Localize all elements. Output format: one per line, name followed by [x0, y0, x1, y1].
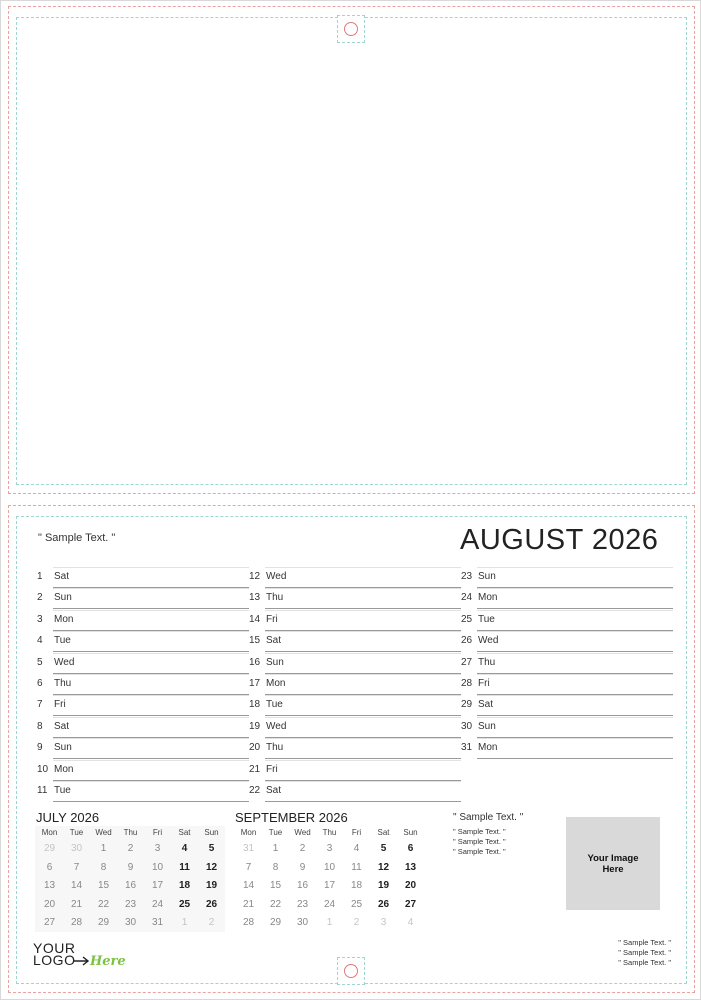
- arrow-icon: [73, 956, 91, 966]
- mini-calendar-day: 9: [127, 861, 134, 873]
- mini-calendar-day: 14: [70, 880, 83, 891]
- day-row-rule: [477, 567, 673, 568]
- weekday-header: Thu: [123, 828, 138, 837]
- mini-calendar-day: 11: [179, 861, 190, 873]
- weekday-header: Sun: [403, 828, 418, 837]
- mini-calendar-day: 3: [326, 843, 333, 854]
- day-row-rule: [265, 760, 461, 761]
- day-name: Sun: [54, 742, 72, 754]
- day-row[interactable]: [249, 781, 461, 802]
- day-name: Mon: [478, 742, 498, 754]
- weekday-header: Fri: [152, 828, 163, 837]
- day-number: 10: [37, 763, 49, 775]
- day-name: Sat: [54, 571, 70, 582]
- mini-calendar-day: 10: [151, 861, 164, 873]
- day-row-rule: [265, 695, 461, 696]
- day-row[interactable]: [37, 717, 249, 738]
- day-row[interactable]: [37, 674, 249, 695]
- day-row-rule: [53, 695, 249, 696]
- logo: [33, 940, 133, 972]
- day-number: 3: [37, 613, 43, 625]
- mini-calendar-day: 17: [151, 880, 164, 891]
- mini-calendar-day: 19: [205, 880, 218, 891]
- mini-calendar-day: 6: [407, 843, 414, 854]
- day-name: Mon: [54, 613, 74, 625]
- day-number: 11: [37, 785, 48, 796]
- mini-calendar-day: 9: [299, 861, 306, 873]
- mini-calendar-day: 1: [181, 917, 188, 928]
- sample-text-line: " Sample Text. ": [453, 847, 506, 856]
- day-row[interactable]: [37, 781, 249, 802]
- mini-calendar-day: 26: [205, 898, 218, 910]
- day-row[interactable]: [461, 717, 673, 738]
- mini-calendar-title: SEPTEMBER 2026: [235, 810, 348, 825]
- mini-calendar-day: 2: [127, 843, 134, 854]
- mini-calendar-day: 25: [350, 898, 363, 910]
- day-number: 12: [249, 571, 261, 582]
- day-name: Fri: [266, 763, 278, 775]
- day-row-rule: [265, 588, 461, 589]
- day-name: Sat: [54, 720, 70, 732]
- day-row[interactable]: [249, 674, 461, 695]
- mini-calendar-day: 22: [97, 898, 110, 910]
- day-row[interactable]: [37, 653, 249, 674]
- day-row-rule: [477, 610, 673, 611]
- day-row[interactable]: [461, 610, 673, 631]
- weekday-header: Tue: [268, 828, 283, 837]
- weekday-header: Mon: [240, 828, 257, 837]
- day-name: Sun: [478, 571, 496, 582]
- day-number: 5: [37, 656, 43, 668]
- day-name: Sat: [266, 785, 282, 796]
- mini-calendar-title: JULY 2026: [36, 810, 100, 825]
- day-name: Wed: [54, 656, 75, 668]
- day-number: 25: [461, 613, 473, 625]
- logo-line-1: YOUR: [33, 940, 76, 956]
- mini-calendar-day: 15: [97, 880, 110, 891]
- day-row-rule: [477, 588, 673, 589]
- weekday-header: Sat: [377, 828, 390, 837]
- weekday-header: Mon: [41, 828, 58, 837]
- day-name: Sun: [478, 720, 496, 732]
- mini-calendar-day: 11: [351, 861, 362, 873]
- mini-calendar-day: 31: [242, 843, 255, 854]
- day-name: Thu: [478, 656, 496, 668]
- sample-text-heading: " Sample Text. ": [453, 812, 524, 823]
- day-number: 28: [461, 678, 473, 689]
- day-row[interactable]: [461, 567, 673, 588]
- mini-calendar-day: 3: [380, 917, 387, 928]
- day-name: Wed: [478, 635, 499, 647]
- mini-calendar-day: 2: [299, 843, 306, 854]
- mini-calendar-day: 24: [151, 898, 164, 910]
- day-write-line: [265, 801, 461, 802]
- day-row-rule: [477, 653, 673, 654]
- mini-calendar-day: 13: [404, 861, 417, 873]
- day-name: Wed: [266, 571, 287, 582]
- day-name: Tue: [478, 613, 495, 625]
- day-number: 8: [37, 720, 43, 732]
- day-row-rule: [265, 674, 461, 675]
- footer-line: " Sample Text. ": [618, 958, 671, 967]
- mini-calendar-day: 18: [178, 880, 191, 891]
- day-row[interactable]: [37, 760, 249, 781]
- mini-calendar-day: 20: [404, 880, 417, 891]
- day-row-rule: [265, 610, 461, 611]
- day-row[interactable]: [249, 567, 461, 588]
- day-row-rule: [477, 738, 673, 739]
- mini-calendar-day: 30: [124, 917, 137, 928]
- day-write-line: [477, 758, 673, 759]
- day-row[interactable]: [249, 760, 461, 781]
- day-write-line: [53, 801, 249, 802]
- mini-calendar-day: 19: [377, 880, 390, 891]
- mini-calendar-day: 21: [70, 898, 83, 910]
- day-name: Thu: [266, 592, 284, 604]
- mini-calendar-day: 29: [269, 917, 282, 928]
- day-name: Fri: [54, 699, 66, 711]
- weekday-header: Thu: [322, 828, 337, 837]
- day-number: 22: [249, 785, 261, 796]
- mini-calendar-day: 6: [46, 861, 53, 873]
- mini-calendar-day: 1: [100, 843, 107, 854]
- mini-calendar-day: 4: [407, 917, 414, 928]
- day-name: Sun: [266, 656, 284, 668]
- mini-calendar-day: 3: [154, 843, 161, 854]
- mini-calendar-day: 31: [151, 917, 164, 928]
- day-row-rule: [53, 567, 249, 568]
- mini-calendar-day: 2: [208, 917, 215, 928]
- day-number: 30: [461, 720, 473, 732]
- day-row-rule: [265, 738, 461, 739]
- day-row[interactable]: [249, 610, 461, 631]
- day-row-rule: [265, 653, 461, 654]
- weekday-header: Wed: [95, 828, 112, 837]
- day-name: Fri: [478, 678, 490, 689]
- mini-calendar-day: 1: [272, 843, 279, 854]
- day-row-rule: [53, 631, 249, 632]
- day-name: Thu: [54, 678, 72, 689]
- day-row-rule: [265, 717, 461, 718]
- day-row-rule: [53, 588, 249, 589]
- weekday-header: Sun: [204, 828, 219, 837]
- mini-calendar-day: 14: [242, 880, 255, 891]
- day-name: Sat: [478, 699, 494, 711]
- day-name: Wed: [266, 720, 287, 732]
- day-row[interactable]: [249, 588, 461, 609]
- day-number: 15: [249, 635, 261, 647]
- month-title: AUGUST 2026: [460, 524, 659, 556]
- mini-calendar-day: 13: [43, 880, 56, 891]
- day-row-rule: [53, 674, 249, 675]
- day-row[interactable]: [249, 717, 461, 738]
- mini-calendar-day: 30: [296, 917, 309, 928]
- mini-calendar-day: 16: [124, 880, 137, 891]
- day-row-rule: [53, 610, 249, 611]
- mini-calendar-day: 23: [124, 898, 137, 910]
- day-number: 26: [461, 635, 473, 647]
- day-number: 29: [461, 699, 473, 711]
- mini-calendar-day: 30: [70, 843, 83, 854]
- mini-calendar-day: 22: [269, 898, 282, 910]
- day-number: 13: [249, 592, 261, 604]
- mini-calendar-day: 25: [178, 898, 191, 910]
- mini-calendar-day: 1: [326, 917, 333, 928]
- day-row-rule: [477, 674, 673, 675]
- day-number: 20: [249, 742, 261, 754]
- day-name: Mon: [266, 678, 286, 689]
- top-image-area: [16, 17, 687, 485]
- weekday-header: Tue: [69, 828, 84, 837]
- day-row[interactable]: [461, 674, 673, 695]
- day-number: 23: [461, 571, 473, 582]
- day-name: Thu: [266, 742, 284, 754]
- day-row-rule: [53, 781, 249, 782]
- day-number: 24: [461, 592, 473, 604]
- day-number: 31: [461, 742, 473, 754]
- day-row[interactable]: [461, 631, 673, 652]
- mini-calendar-day: 17: [323, 880, 336, 891]
- day-row[interactable]: [37, 610, 249, 631]
- day-row[interactable]: [37, 631, 249, 652]
- day-row[interactable]: [461, 588, 673, 609]
- day-number: 16: [249, 656, 261, 668]
- mini-calendar-day: 20: [43, 898, 56, 910]
- day-row[interactable]: [37, 738, 249, 759]
- day-row-rule: [477, 695, 673, 696]
- mini-calendar-day: 8: [272, 861, 279, 873]
- mini-calendar-day: 5: [208, 843, 215, 854]
- mini-calendar-day: 21: [242, 898, 255, 910]
- mini-calendar-day: 4: [353, 843, 360, 854]
- day-number: 14: [249, 613, 261, 625]
- day-row[interactable]: [249, 653, 461, 674]
- weekday-header: Fri: [351, 828, 362, 837]
- image-placeholder[interactable]: [566, 817, 660, 910]
- day-row-rule: [265, 781, 461, 782]
- day-row[interactable]: [37, 588, 249, 609]
- mini-calendar-day: 28: [70, 917, 83, 928]
- logo-line-2: LOGO: [33, 952, 76, 968]
- day-number: 18: [249, 699, 261, 711]
- mini-calendar-day: 12: [205, 861, 218, 873]
- mini-calendar-day: 12: [377, 861, 390, 873]
- mini-calendar-day: 8: [100, 861, 107, 873]
- day-row[interactable]: [249, 631, 461, 652]
- day-row[interactable]: [37, 567, 249, 588]
- mini-calendar-day: 27: [43, 917, 56, 928]
- logo-accent: Here: [90, 954, 126, 969]
- day-row[interactable]: [37, 695, 249, 716]
- hang-hole-top: [337, 15, 365, 43]
- day-row-rule: [53, 653, 249, 654]
- mini-calendar-day: 7: [73, 861, 80, 873]
- mini-calendar-grid: [36, 826, 225, 933]
- day-row[interactable]: [249, 738, 461, 759]
- day-row-rule: [477, 631, 673, 632]
- mini-calendar-day: 27: [404, 898, 417, 910]
- mini-calendar-day: 2: [353, 917, 360, 928]
- day-row-rule: [265, 567, 461, 568]
- day-name: Mon: [54, 763, 74, 775]
- image-placeholder-label: Your Image Here: [587, 852, 639, 875]
- weekday-header: Sat: [178, 828, 191, 837]
- day-number: 27: [461, 656, 473, 668]
- hole-icon: [344, 22, 358, 36]
- sample-text-block: [453, 812, 523, 857]
- day-number: 7: [37, 699, 43, 711]
- mini-calendar-day: 23: [296, 898, 309, 910]
- day-name: Fri: [266, 613, 278, 625]
- mini-calendar-grid: [235, 826, 424, 933]
- day-name: Sun: [54, 592, 72, 604]
- mini-calendar-day: 10: [323, 861, 336, 873]
- day-row[interactable]: [461, 738, 673, 759]
- mini-calendar-day: 15: [269, 880, 282, 891]
- day-row[interactable]: [249, 695, 461, 716]
- day-name: Mon: [478, 592, 498, 604]
- mini-calendar-day: 16: [296, 880, 309, 891]
- day-row[interactable]: [461, 695, 673, 716]
- day-number: 2: [37, 592, 43, 604]
- header-sample-text: " Sample Text. ": [38, 532, 116, 544]
- day-number: 9: [37, 742, 43, 754]
- day-name: Sat: [266, 635, 282, 647]
- day-row-rule: [53, 738, 249, 739]
- footer-line: " Sample Text. ": [618, 948, 671, 957]
- mini-calendar-day: 29: [43, 843, 56, 854]
- day-number: 19: [249, 720, 261, 732]
- top-panel: [8, 6, 695, 494]
- footer-sample-text: [618, 938, 671, 968]
- weekday-header: Wed: [294, 828, 311, 837]
- mini-calendar-july: [36, 810, 225, 933]
- mini-calendar-september: [235, 810, 424, 933]
- mini-calendar-day: 7: [245, 861, 252, 873]
- day-number: 17: [249, 678, 261, 689]
- mini-calendar-day: 4: [181, 843, 188, 854]
- sample-text-line: " Sample Text. ": [453, 837, 506, 846]
- hang-hole-bottom: [337, 957, 365, 985]
- sample-text-line: " Sample Text. ": [453, 827, 506, 836]
- footer-line: " Sample Text. ": [618, 938, 671, 947]
- mini-calendar-day: 29: [97, 917, 110, 928]
- day-name: Tue: [54, 635, 71, 647]
- mini-calendar-day: 28: [242, 917, 255, 928]
- day-row-rule: [53, 760, 249, 761]
- day-row[interactable]: [461, 653, 673, 674]
- hole-icon: [344, 964, 358, 978]
- mini-calendar-day: 5: [380, 843, 387, 854]
- day-number: 21: [249, 763, 261, 775]
- day-name: Tue: [266, 699, 283, 711]
- day-number: 6: [37, 678, 43, 689]
- mini-calendar-day: 24: [323, 898, 336, 910]
- day-row-rule: [53, 717, 249, 718]
- mini-calendar-day: 18: [350, 880, 363, 891]
- day-number: 1: [37, 571, 43, 582]
- day-row-rule: [477, 717, 673, 718]
- day-row-rule: [265, 631, 461, 632]
- day-name: Tue: [54, 785, 71, 796]
- day-number: 4: [37, 635, 43, 647]
- mini-calendar-day: 26: [377, 898, 390, 910]
